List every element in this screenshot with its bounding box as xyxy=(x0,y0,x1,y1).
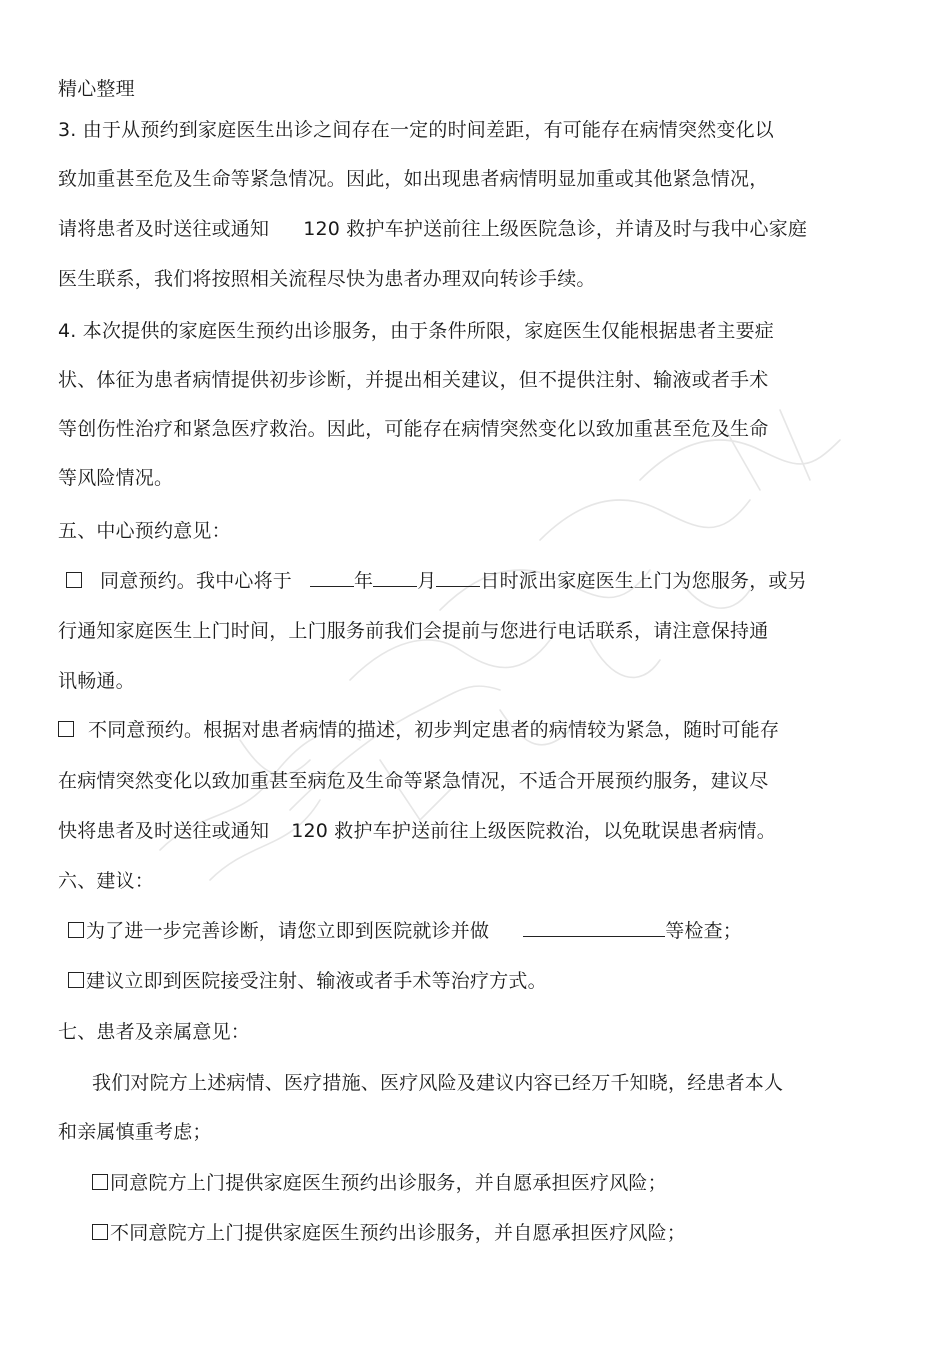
patient-agree-text: 同意院方上门提供家庭医生预约出诊服务，并自愿承担医疗风险； xyxy=(110,1172,667,1194)
suggest-option1-suffix: 等检查； xyxy=(665,920,743,942)
disagree-option-line1 xyxy=(58,717,779,743)
para3-line1: 3. 由于从预约到家庭医生出诊之间存在一定的时间差距，有可能存在病情突然变化以 xyxy=(58,119,774,141)
suggest-option1 xyxy=(68,918,742,944)
suggest-option1-text: 为了进一步完善诊断，请您立即到医院就诊并做 xyxy=(86,920,490,942)
agree-option-line3: 讯畅通。 xyxy=(58,670,135,692)
para4-line4: 等风险情况。 xyxy=(58,467,174,489)
year-label: 年 xyxy=(354,570,374,592)
year-blank[interactable] xyxy=(310,568,354,587)
disagree-option-line2: 在病情突然变化以致加重甚至病危及生命等紧急情况，不适合开展预约服务，建议尽 xyxy=(58,770,769,792)
agree-checkbox[interactable] xyxy=(66,572,82,588)
disagree-option-line3 xyxy=(58,818,776,844)
agree-option-line2: 行通知家庭医生上门时间，上门服务前我们会提前与您进行电话联系，请注意保持通 xyxy=(58,620,769,642)
agree-option-line1 xyxy=(66,568,807,594)
section7-para-line2: 和亲属慎重考虑； xyxy=(58,1121,212,1143)
para3-line3b: 120 救护车护送前往上级医院急诊，并请及时与我中心家庭 xyxy=(303,218,808,240)
section7-para-line1: 我们对院方上述病情、医疗措施、医疗风险及建议内容已经万千知晓，经患者本人 xyxy=(92,1072,784,1094)
para4-line2: 状、体征为患者病情提供初步诊断，并提出相关建议，但不提供注射、输液或者手术 xyxy=(58,369,769,391)
header-label: 精心整理 xyxy=(58,78,135,100)
disagree-line3a: 快将患者及时送往或通知 xyxy=(58,820,270,842)
para4-line3: 等创伤性治疗和紧急医疗救治。因此，可能存在病情突然变化以致加重甚至危及生命 xyxy=(58,418,769,440)
suggest-option2 xyxy=(68,968,547,994)
patient-agree-checkbox[interactable] xyxy=(92,1174,108,1190)
patient-agree-option xyxy=(92,1170,667,1196)
suggest-option2-text: 建议立即到医院接受注射、输液或者手术等治疗方式。 xyxy=(86,970,547,992)
section7-heading: 七、患者及亲属意见： xyxy=(58,1021,251,1043)
suggest-check-exam-checkbox[interactable] xyxy=(68,922,84,938)
suggest-treatment-checkbox[interactable] xyxy=(68,972,84,988)
patient-disagree-option xyxy=(92,1220,686,1246)
exam-blank[interactable] xyxy=(523,918,665,937)
patient-disagree-checkbox[interactable] xyxy=(92,1224,108,1240)
disagree-checkbox[interactable] xyxy=(58,721,74,737)
para4-line1: 4. 本次提供的家庭医生预约出诊服务，由于条件所限，家庭医生仅能根据患者主要症 xyxy=(58,320,774,342)
section6-heading: 六、建议： xyxy=(58,870,155,892)
patient-disagree-text: 不同意院方上门提供家庭医生预约出诊服务，并自愿承担医疗风险； xyxy=(110,1222,687,1244)
disagree-line3b: 120 救护车护送前往上级医院救治，以免耽误患者病情。 xyxy=(291,820,776,842)
para3-line3 xyxy=(58,216,807,242)
para3-line2: 致加重甚至危及生命等紧急情况。因此，如出现患者病情明显加重或其他紧急情况， xyxy=(58,168,769,190)
section5-heading: 五、中心预约意见： xyxy=(58,520,231,542)
disagree-text-1: 不同意预约。根据对患者病情的描述，初步判定患者的病情较为紧急，随时可能存 xyxy=(88,719,780,741)
agree-text-b: 日时派出家庭医生上门为您服务，或另 xyxy=(480,570,807,592)
agree-text-a: 同意预约。我中心将于 xyxy=(100,570,293,592)
month-blank[interactable] xyxy=(373,568,417,587)
para3-line4: 医生联系，我们将按照相关流程尽快为患者办理双向转诊手续。 xyxy=(58,268,596,290)
month-label: 月 xyxy=(417,570,437,592)
day-blank[interactable] xyxy=(436,568,480,587)
para3-line3a: 请将患者及时送往或通知 xyxy=(58,218,270,240)
